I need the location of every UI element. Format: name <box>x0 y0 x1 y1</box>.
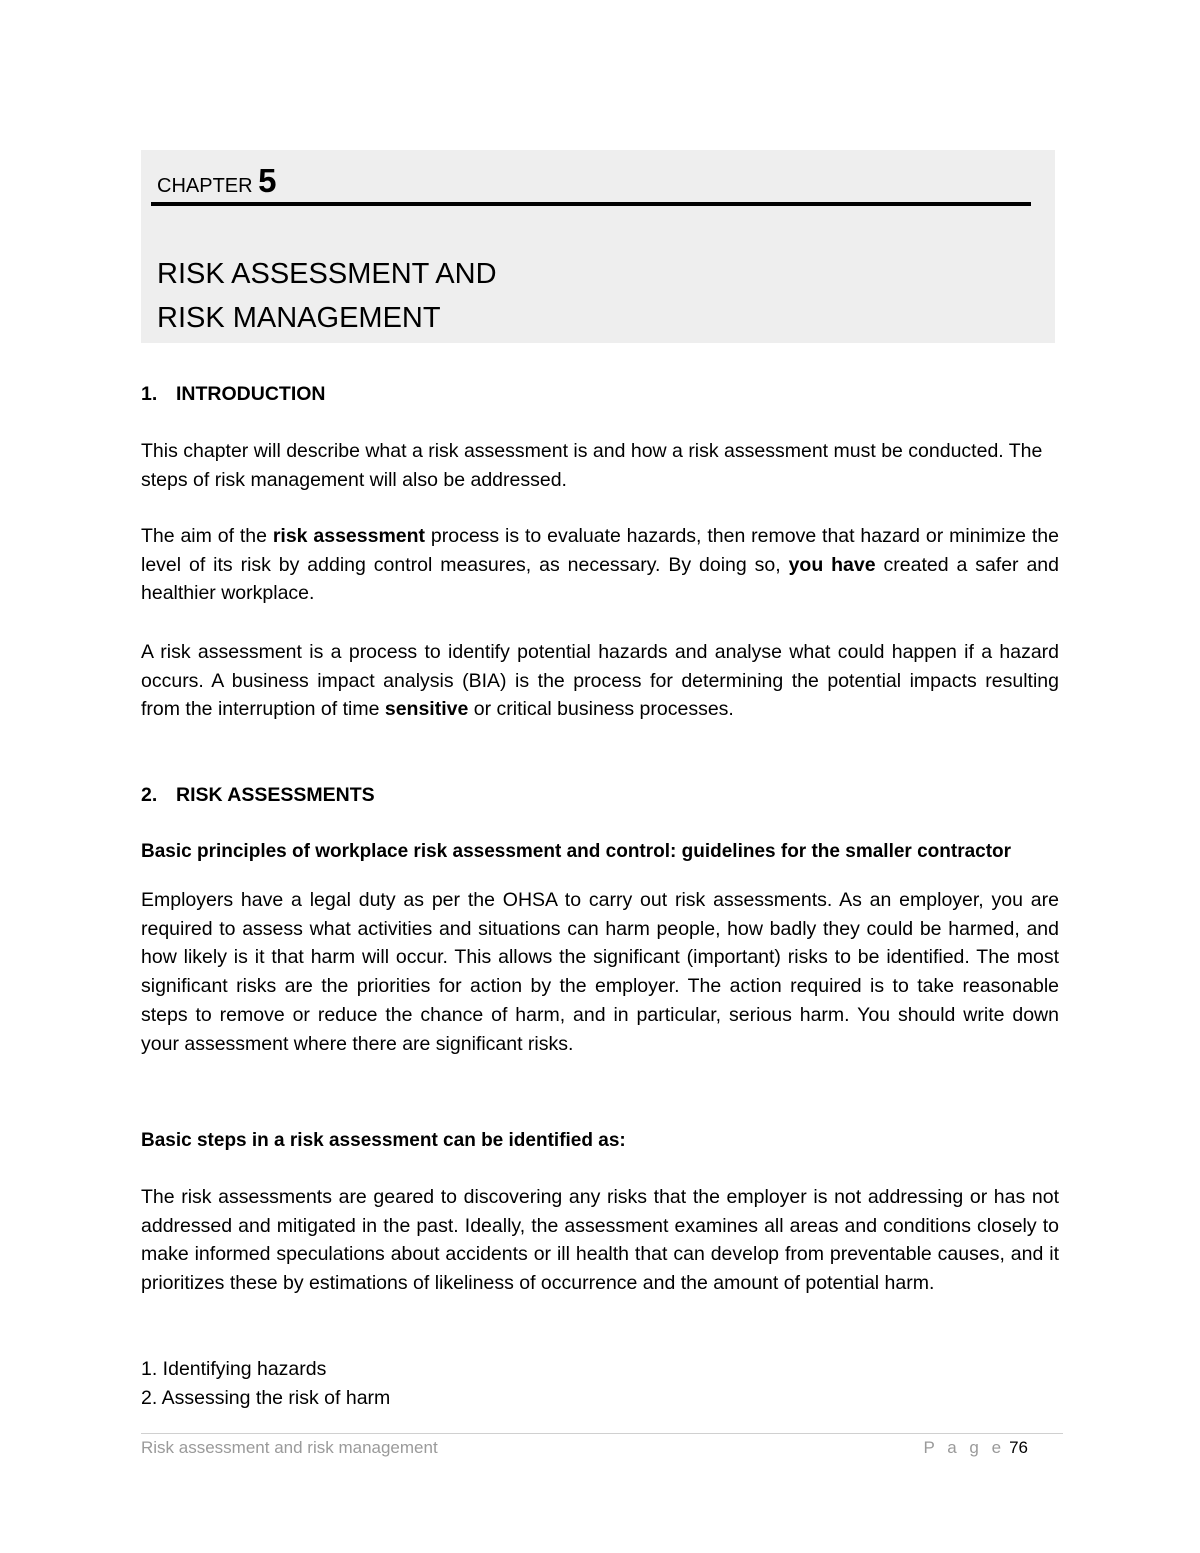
intro-paragraph-2 <box>141 522 1059 608</box>
section-number: 2. <box>141 784 158 806</box>
subheading-basic-principles: Basic principles of workplace risk assessment and control: guidelines for the smaller contractor <box>141 841 1012 862</box>
section-number: 1. <box>141 383 158 405</box>
page-word: P a g e <box>923 1438 1006 1457</box>
text-run: process is to evaluate hazards, then remove that hazard or minimize the level of its risk by adding control measures, as necessary. By doing so, <box>141 525 1059 576</box>
risk-assessment-paragraph-1: Employers have a legal duty as per the OHSA to carry out risk assessments. As an employer, you are required to assess what activities and situations can harm people, how badly they could be harmed, and how likely is it that harm will occur. This allows the significant (important) risks to be identified. The most significant risks are the priorities for action by the employer. The action required is to take reasonable steps to remove or reduce the chance of harm, and in particular, serious harm. You should write down your assessment where there are significant risks. <box>141 889 1059 1055</box>
bold-term: sensitive <box>384 698 469 721</box>
subheading-basic-steps: Basic steps in a risk assessment can be identified as: <box>141 1130 626 1151</box>
steps-list <box>141 1355 1059 1412</box>
chapter-label-text: CHAPTER <box>157 175 253 197</box>
list-item: 1. Identifying hazards <box>141 1358 327 1380</box>
section-title: RISK ASSESSMENTS <box>176 784 375 806</box>
intro-paragraph-3 <box>141 638 1059 724</box>
intro-paragraph-1: This chapter will describe what a risk assessment is and how a risk assessment must be conducted. The steps of risk management will also be addressed. <box>141 440 1043 491</box>
chapter-title <box>157 252 497 340</box>
text-run: created a safer and healthier workplace. <box>141 553 1059 605</box>
footer-title: Risk assessment and risk management <box>141 1438 438 1457</box>
chapter-divider <box>151 202 1031 206</box>
list-item: 2. Assessing the risk of harm <box>141 1386 391 1409</box>
section-title: INTRODUCTION <box>176 383 326 405</box>
chapter-label <box>157 162 277 200</box>
chapter-title-line2: RISK MANAGEMENT <box>157 302 441 334</box>
section-heading-introduction <box>141 380 1059 409</box>
section-heading-risk-assessments <box>141 781 1059 810</box>
chapter-number: 5 <box>258 162 277 199</box>
text-run: A risk assessment is a process to identify potential hazards and analyse what could happen if a hazard occurs. A business impact analysis (BIA) is the process for determining the potential impacts resulting from the interruption of time <box>141 641 1059 721</box>
bold-term: risk assessment <box>272 525 426 547</box>
chapter-title-line1: RISK ASSESSMENT AND <box>157 258 497 290</box>
text-run: The aim of the <box>141 525 273 547</box>
footer-divider <box>141 1433 1063 1434</box>
page-number: 76 <box>1009 1438 1028 1457</box>
text-run: or critical business processes. <box>468 698 734 721</box>
page-indicator <box>924 1438 1029 1458</box>
risk-assessment-paragraph-2: The risk assessments are geared to discovering any risks that the employer is not addressing or has not addressed and mitigated in the past. Ideally, the assessment examines all areas and conditions closely to make informed speculations about accidents or ill health that can develop from preventable causes, and it prioritizes these by estimations of likeliness of occurrence and the amount of potential harm. <box>141 1186 1059 1295</box>
bold-term: you have <box>788 553 876 576</box>
